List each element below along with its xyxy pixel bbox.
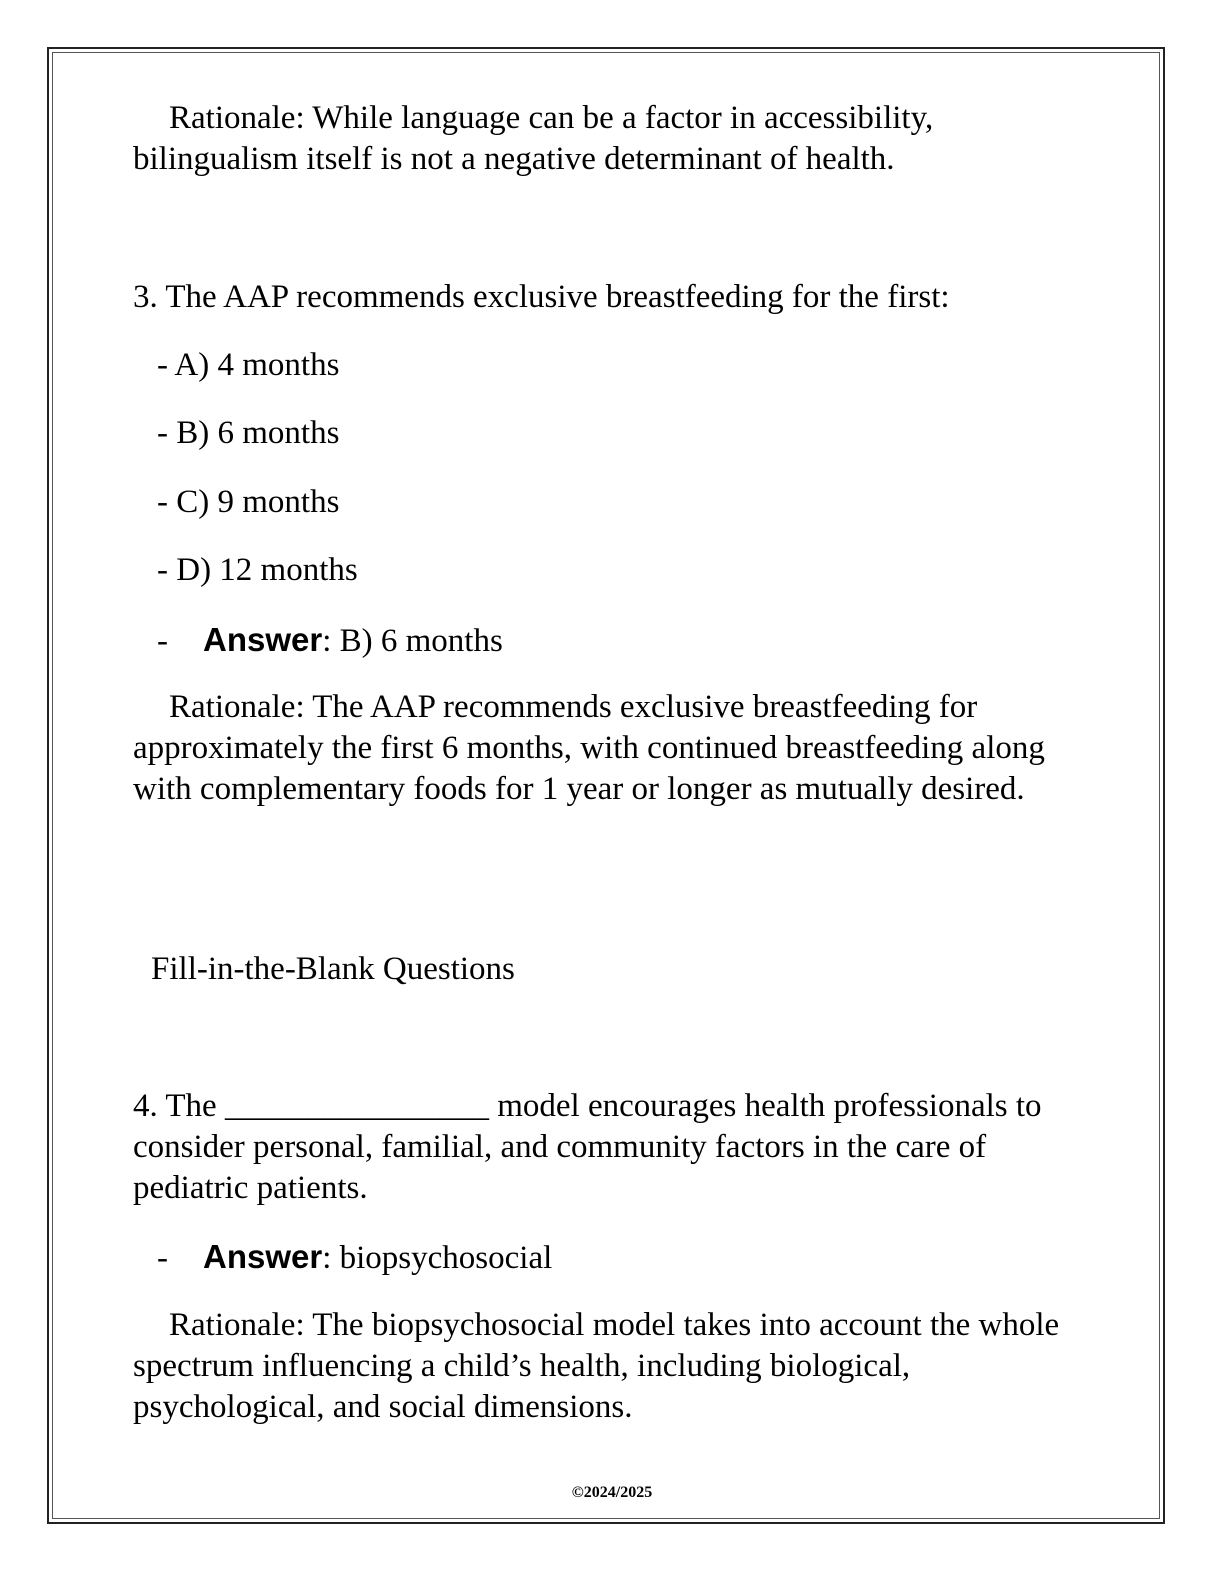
copyright-footer: ©2024/2025: [571, 1484, 653, 1501]
q3-answer: [157, 619, 503, 662]
q3-option-a: - A) 4 months: [157, 347, 340, 383]
section-title: Fill-in-the-Blank Questions: [151, 951, 515, 987]
q4-rationale: Rationale: The biopsychosocial model takes into account the whole spectrum influencing a child’s health, including biological, psychological, and social dimensions.: [133, 1307, 1060, 1425]
q3-option-b: - B) 6 months: [157, 415, 340, 451]
answer-value: : biopsychosocial: [322, 1240, 553, 1276]
question-3: 3. The AAP recommends exclusive breastfeeding for the first:: [133, 279, 950, 315]
q3-rationale: Rationale: The AAP recommends exclusive breastfeeding for approximately the first 6 months, with continued breastfeeding along with complementary foods for 1 year or longer as mutually desired.: [133, 689, 1045, 807]
answer-dash: -: [157, 1240, 168, 1276]
answer-label: Answer: [203, 621, 323, 658]
q4-answer: [157, 1236, 552, 1279]
question-4: 4. The ________________ model encourages health professionals to consider personal, familial, and community factors in the care of pediatric patients.: [133, 1088, 1042, 1206]
q3-option-d: - D) 12 months: [157, 552, 358, 588]
answer-dash: -: [157, 623, 168, 659]
rationale-top: Rationale: While language can be a factor in accessibility, bilingualism itself is not a negative determinant of health.: [133, 100, 934, 177]
answer-value: : B) 6 months: [322, 623, 503, 659]
answer-label: Answer: [203, 1238, 323, 1275]
q3-option-c: - C) 9 months: [157, 484, 340, 520]
